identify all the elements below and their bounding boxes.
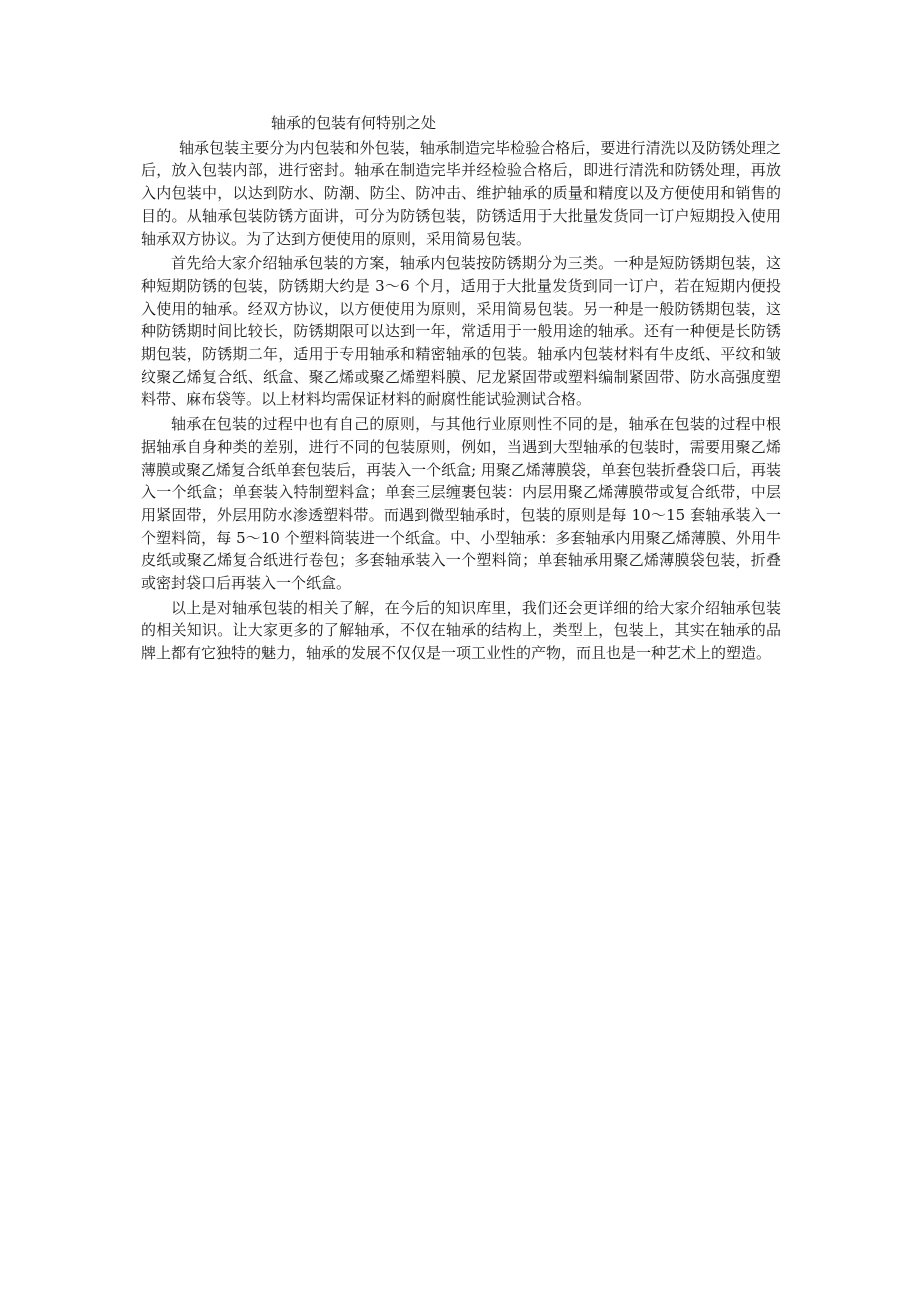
document-body <box>141 112 781 667</box>
document-title: 轴承的包装有何特别之处 <box>271 114 437 132</box>
paragraph-1: 轴承包装主要分为内包装和外包装，轴承制造完毕检验合格后，要进行清洗以及防锈处理之后，放入包装内部，进行密封。轴承在制造完毕并经检验合格后，即进行清洗和防锈处理，再放入内包装中，以达到防水、防潮、防尘、防冲击、维护轴承的质量和精度以及方便使用和销售的目的。从轴承包装防锈方面讲，可分为防锈包装，防锈适用于大批量发货同一订户短期投入使用轴承双方协议。为了达到方便使用的原则，采用简易包装。 <box>141 138 781 248</box>
paragraph-4: 以上是对轴承包装的相关了解，在今后的知识库里，我们还会更详细的给大家介绍轴承包装的相关知识。让大家更多的了解轴承，不仅在轴承的结构上，类型上，包装上，其实在轴承的品牌上都有它独特的魅力，轴承的发展不仅仅是一项工业性的产物，而且也是一种艺术上的塑造。 <box>141 598 781 663</box>
paragraph-2: 首先给大家介绍轴承包装的方案，轴承内包装按防锈期分为三类。一种是短防锈期包装，这种短期防锈的包装，防锈期大约是 3～6 个月，适用于大批量发货到同一订户，若在短期内便投入使用的轴承。经双方协议，以方便使用为原则，采用简易包装。另一种是一般防锈期包装，这种防锈期时间比较长，防锈期限可以达到一年，常适用于一般用途的轴承。还有一种便是长防锈期包装，防锈期二年，适用于专用轴承和精密轴承的包装。轴承内包装材料有牛皮纸、平纹和皱纹聚乙烯复合纸、纸盒、聚乙烯或聚乙烯塑料膜、尼龙紧固带或塑料编制紧固带、防水高强度塑料带、麻布袋等。以上材料均需保证材料的耐腐性能试验测试合格。 <box>141 254 781 409</box>
paragraph-3: 轴承在包装的过程中也有自己的原则，与其他行业原则性不同的是，轴承在包装的过程中根据轴承自身种类的差别，进行不同的包装原则，例如，当遇到大型轴承的包装时，需要用聚乙烯薄膜或聚乙烯复合纸单套包装后，再装入一个纸盒; 用聚乙烯薄膜袋，单套包装折叠袋口后，再装入一个纸盒；单套装入特制塑料盒；单套三层缠裹包装：内层用聚乙烯薄膜带或复合纸带，中层用紧固带，外层用防水渗透塑料带。而遇到微型轴承时，包装的原则是每 10～15 套轴承装入一个塑料筒，每 5～10 个塑料筒装进一个纸盒。中、小型轴承：多套轴承内用聚乙烯薄膜、外用牛皮纸或聚乙烯复合纸进行卷包；多套轴承装入一个塑料筒；单套轴承用聚乙烯薄膜袋包装，折叠或密封袋口后再装入一个纸盒。 <box>141 415 781 593</box>
